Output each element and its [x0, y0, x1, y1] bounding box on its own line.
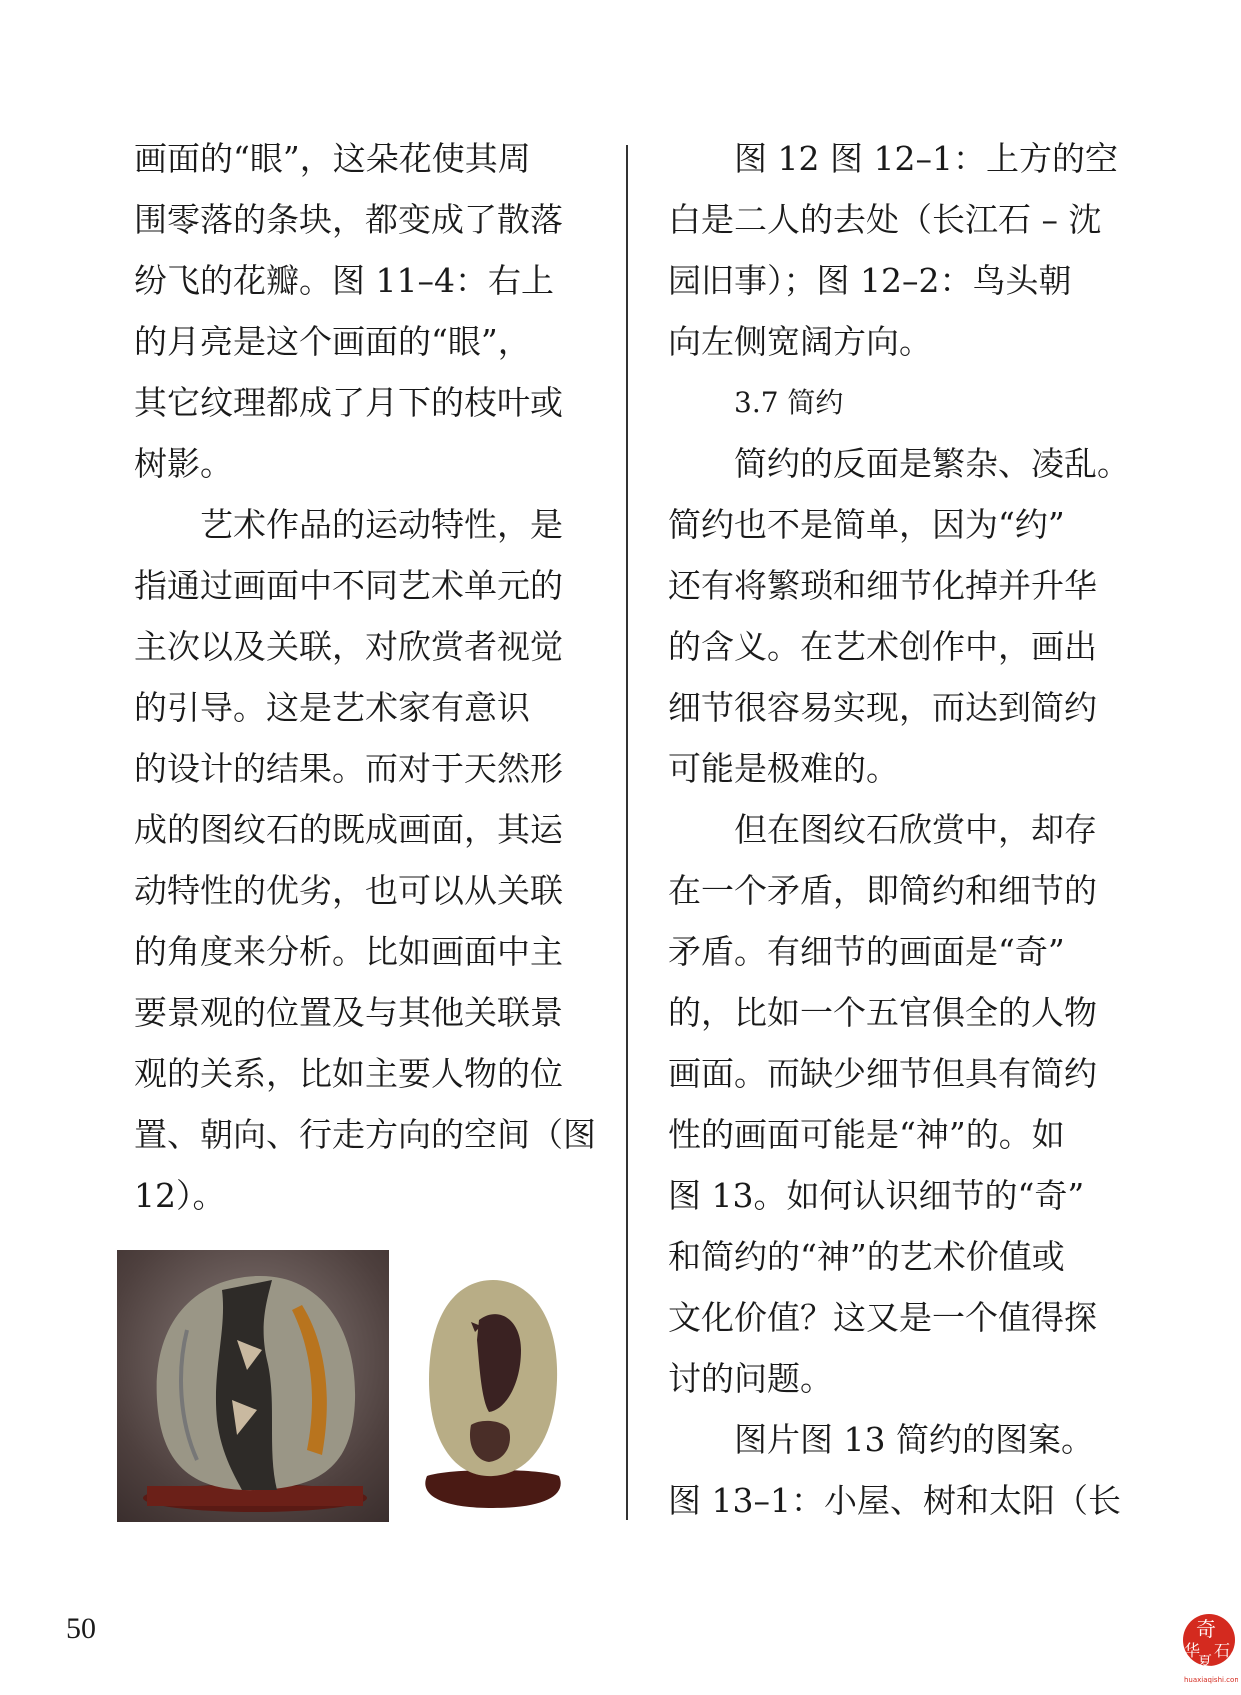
stone-photo-12-1	[117, 1250, 389, 1522]
svg-text:奇: 奇	[1196, 1617, 1216, 1641]
text-line: 矛盾。有细节的画面是“奇”	[668, 932, 1065, 971]
text-line: 图 13。如何认识细节的“奇”	[668, 1176, 1085, 1215]
text-line: 主次以及关联，对欣赏者视觉	[134, 627, 563, 666]
svg-text:华: 华	[1184, 1641, 1201, 1660]
text-line: 画面。而缺少细节但具有简约	[668, 1054, 1097, 1093]
stone-photo-12-2	[409, 1250, 577, 1522]
page-number: 50	[66, 1612, 96, 1645]
figure-caption-line: 白是二人的去处（长江石 – 沈	[668, 200, 1102, 239]
text-line: 讨的问题。	[668, 1359, 833, 1398]
watermark-logo	[1180, 1600, 1238, 1690]
svg-text:夏: 夏	[1198, 1654, 1212, 1670]
text-line: 的含义。在艺术创作中，画出	[668, 627, 1097, 666]
text-line: 艺术作品的运动特性，是	[200, 505, 563, 544]
text-line: 12）。	[134, 1176, 226, 1215]
right-column	[668, 128, 1130, 1531]
text-line: 的引导。这是艺术家有意识	[134, 688, 530, 727]
left-column	[134, 128, 596, 1226]
text-line: 置、朝向、行走方向的空间（图	[134, 1115, 596, 1154]
figure-caption-line: 图 12 图 12–1：上方的空	[734, 139, 1118, 178]
text-line: 细节很容易实现，而达到简约	[668, 688, 1097, 727]
text-line: 文化价值？这又是一个值得探	[668, 1298, 1097, 1337]
text-line: 观的关系，比如主要人物的位	[134, 1054, 563, 1093]
figure-12	[117, 1250, 577, 1522]
text-line: 要景观的位置及与其他关联景	[134, 993, 563, 1032]
text-line: 的设计的结果。而对于天然形	[134, 749, 563, 788]
text-line: 树影。	[134, 444, 233, 483]
text-line: 但在图纹石欣赏中，却存	[734, 810, 1097, 849]
text-line: 纷飞的花瓣。图 11–4：右上	[134, 261, 554, 300]
stone-image-12-1	[117, 1250, 389, 1522]
section-heading: 3.7 简约	[734, 386, 844, 419]
stone-image-12-2	[409, 1250, 577, 1522]
text-line: 简约的反面是繁杂、凌乱。	[734, 444, 1130, 483]
text-line: 围零落的条块，都变成了散落	[134, 200, 563, 239]
watermark-seal-icon	[1180, 1600, 1238, 1690]
text-line: 成的图纹石的既成画面，其运	[134, 810, 563, 849]
text-line: 可能是极难的。	[668, 749, 899, 788]
text-line: 的月亮是这个画面的“眼”，	[134, 322, 531, 361]
text-line: 简约也不是简单，因为“约”	[668, 505, 1065, 544]
text-line: 图片图 13 简约的图案。	[734, 1420, 1094, 1459]
text-line: 性的画面可能是“神”的。如	[668, 1115, 1065, 1154]
column-divider	[626, 145, 628, 1520]
text-line: 的角度来分析。比如画面中主	[134, 932, 563, 971]
figure-caption-line: 园旧事）；图 12–2：鸟头朝	[668, 261, 1072, 300]
text-line: 在一个矛盾，即简约和细节的	[668, 871, 1097, 910]
text-line: 图 13–1：小屋、树和太阳（长	[668, 1481, 1121, 1520]
figure-caption-line: 向左侧宽阔方向。	[668, 322, 932, 361]
text-line: 动特性的优劣，也可以从关联	[134, 871, 563, 910]
text-line: 指通过画面中不同艺术单元的	[134, 566, 563, 605]
svg-text:huaxiaqishi.com: huaxiaqishi.com	[1184, 1676, 1238, 1684]
text-line: 和简约的“神”的艺术价值或	[668, 1237, 1065, 1276]
text-line: 其它纹理都成了月下的枝叶或	[134, 383, 563, 422]
text-line: 画面的“眼”，这朵花使其周	[134, 139, 531, 178]
svg-text:石: 石	[1214, 1641, 1231, 1660]
text-line: 的，比如一个五官俱全的人物	[668, 993, 1097, 1032]
text-line: 还有将繁琐和细节化掉并升华	[668, 566, 1097, 605]
